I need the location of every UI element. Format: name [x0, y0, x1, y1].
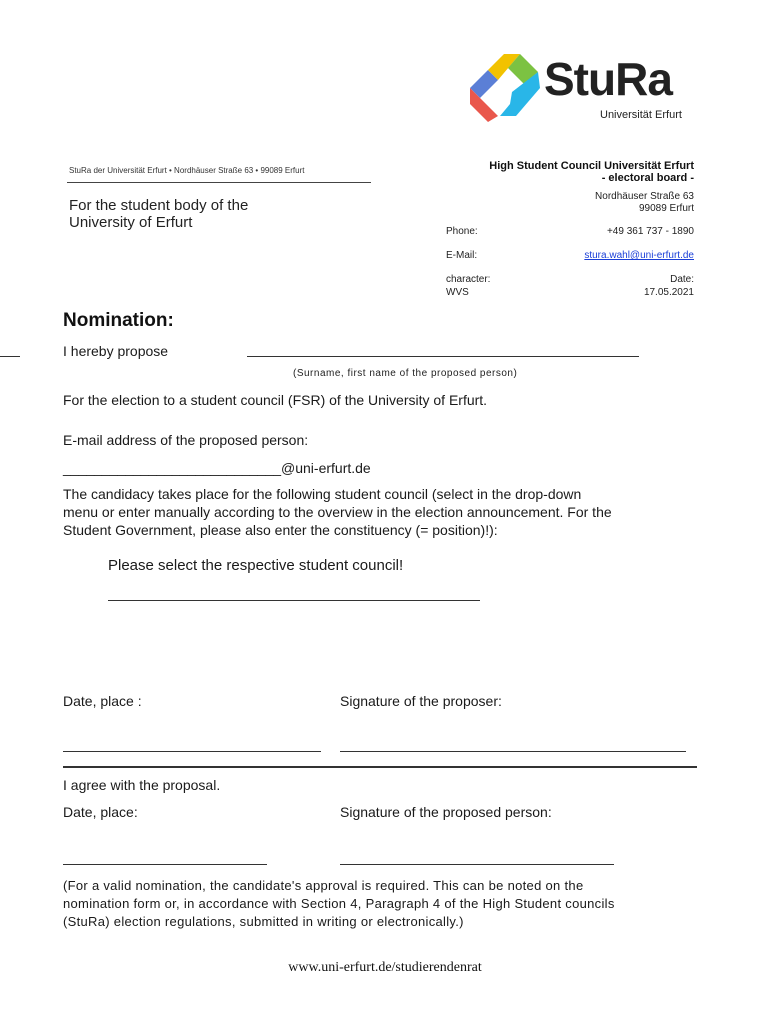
election-text: For the election to a student council (FSR) of the University of Erfurt.	[63, 392, 488, 408]
organization-header	[440, 160, 694, 184]
candidacy-line-2: menu or enter manually according to the overview in the election announcement. For the	[63, 504, 612, 520]
note-line-3: (StuRa) election regulations, submitted in writing or electronically.)	[63, 914, 464, 929]
proposed-name-hint: (Surname, first name of the proposed person)	[293, 368, 518, 379]
email-address-label: E-mail address of the proposed person:	[63, 432, 309, 448]
propose-label: I hereby propose	[63, 343, 169, 359]
footer-url[interactable]: www.uni-erfurt.de/studierendenrat	[288, 960, 482, 975]
date-place-label-1: Date, place :	[63, 693, 142, 709]
date-value: 17.05.2021	[643, 287, 694, 298]
proposed-email-field[interactable]: ____________________________@uni-erfurt.de	[63, 460, 371, 476]
student-council-dropdown[interactable]	[108, 556, 483, 602]
date-place-label-2: Date, place:	[63, 804, 138, 820]
phone-label: Phone:	[446, 226, 478, 237]
signature-proposed-label: Signature of the proposed person:	[340, 804, 552, 820]
proposed-name-field[interactable]	[247, 356, 639, 357]
logo-wordmark: StuRa	[544, 53, 672, 105]
note-line-2: nomination form or, in accordance with Section 4, Paragraph 4 of the High Student councils	[63, 896, 615, 911]
student-council-dropdown-underline	[108, 600, 480, 601]
recipient-line-2: University of Erfurt	[69, 214, 193, 231]
candidacy-line-3: Student Government, please also enter the constituency (= position)!):	[63, 522, 498, 538]
sender-divider	[67, 182, 371, 183]
signature-proposer-field[interactable]	[340, 751, 686, 752]
margin-mark	[0, 356, 20, 357]
date-place-field-2[interactable]	[63, 864, 267, 865]
organization-street: Nordhäuser Straße 63	[595, 191, 694, 202]
validity-note	[63, 877, 703, 931]
character-value: WVS	[446, 287, 469, 298]
signature-proposer-label: Signature of the proposer:	[340, 693, 502, 709]
logo-subtitle: Universität Erfurt	[600, 109, 682, 121]
date-place-field-1[interactable]	[63, 751, 321, 752]
organization-city: 99089 Erfurt	[638, 203, 694, 214]
sender-address-line: StuRa der Universität Erfurt • Nordhäuser Straße 63 • 99089 Erfurt	[69, 166, 305, 175]
organization-name: High Student Council Universität Erfurt	[489, 160, 694, 172]
candidacy-line-1: The candidacy takes place for the following student council (select in the drop-down	[63, 486, 582, 502]
section-divider	[63, 766, 697, 768]
recipient-line-1: For the student body of the	[69, 197, 249, 214]
date-label: Date:	[670, 274, 694, 285]
agree-text: I agree with the proposal.	[63, 777, 221, 793]
recipient-block	[69, 197, 248, 231]
student-council-dropdown-value: Please select the respective student council!	[108, 557, 404, 574]
date-block	[520, 273, 694, 299]
character-block	[446, 273, 490, 299]
candidacy-text	[63, 485, 703, 539]
email-label: E-Mail:	[446, 250, 478, 261]
signature-proposed-field[interactable]	[340, 864, 614, 865]
organization-address	[500, 191, 694, 215]
nomination-title: Nomination:	[63, 310, 174, 331]
stura-logo-mark-icon	[470, 54, 540, 122]
organization-unit: - electoral board -	[601, 172, 694, 184]
character-label: character:	[446, 274, 491, 285]
note-line-1: (For a valid nomination, the candidate's approval is required. This can be noted on the	[63, 878, 584, 893]
email-link[interactable]: stura.wahl@uni-erfurt.de	[584, 250, 694, 261]
phone-value: +49 361 737 - 1890	[606, 226, 694, 237]
